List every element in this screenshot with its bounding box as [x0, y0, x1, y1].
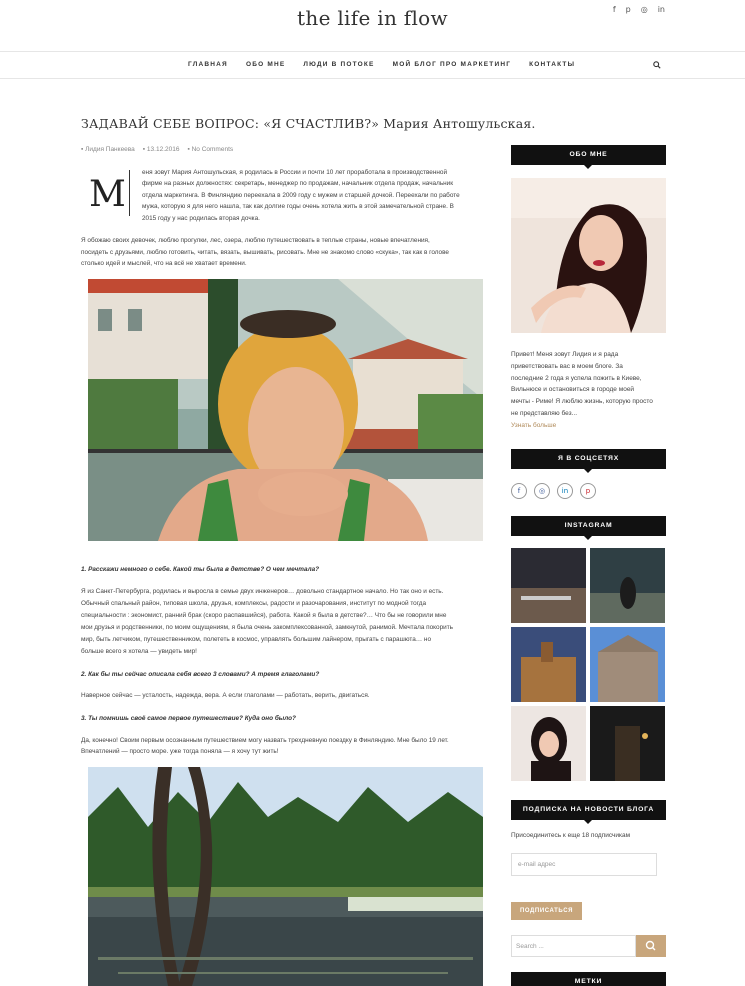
widget-title-instagram: INSTAGRAM [511, 516, 666, 536]
question-heading: 2. Как бы ты сейчас описала себя всего 3 словами? А тремя глаголами? [81, 671, 320, 678]
nav-item-people[interactable]: ЛЮДИ В ПОТОКЕ [303, 61, 375, 68]
question-heading: 3. Ты помнишь своё самое первое путешествие? Куда оно было? [81, 715, 296, 722]
search-icon [636, 935, 666, 957]
widget-title-about: ОБО МНЕ [511, 145, 666, 165]
post-photo-lake [88, 767, 483, 986]
widget-title-tags: МЕТКИ [511, 972, 666, 986]
answer-line: Впечатлений — просто море. уже тогда поняла — я хочу тут жить! [81, 748, 279, 755]
site-title[interactable]: the life in flow [297, 6, 448, 30]
email-field[interactable]: e-mail адрес [511, 853, 657, 876]
post-author[interactable]: ▪ Лидия Панкеева [81, 146, 135, 153]
facebook-icon[interactable]: f [612, 5, 616, 14]
paragraph-line: Я обожаю своих девочек, люблю прогулки, лес, озера, люблю путешествовать в теплые страны, новые впечатления, [81, 237, 430, 244]
intro-line: 2015 году у нас родилась вторая дочка. [142, 215, 260, 222]
answer-line: Наверное сейчас — усталость, надежда, вера. А если глаголами — работать, верить, двигаться. [81, 692, 370, 699]
instagram-photo[interactable] [511, 706, 586, 781]
intro-line: отдела маркетинга. В Финляндию переехала в 2009 году с мужем и старшей дочкой. Переехали по работе [142, 192, 460, 199]
subscribe-text: Присоединитесь к еще 18 подписчикам [511, 832, 631, 839]
header-social-links [613, 5, 665, 14]
nav-item-marketing-blog[interactable]: МОЙ БЛОГ ПРО МАРКЕТИНГ [392, 61, 512, 68]
instagram-photo[interactable] [511, 627, 586, 702]
answer-line: мои друзья и родственники, по моим ощущениям, я была очень закомплексованной, замкнутой, ранимой. Мечтала покорить [81, 624, 453, 631]
about-text: Привет! Меня зовут Лидия и я рада приветствовать вас в моем блоге. За последние 2 года я успела пожить в Киеве, Вильнюсе и остановиться в городе моей мечты - Риме! Я люблю жизнь, которую просто не представляю без... [511, 351, 653, 417]
post-title[interactable]: ЗАДАВАЙ СЕБЕ ВОПРОС: «Я СЧАСТЛИВ?» Мария Антошульская. [81, 116, 536, 131]
dropcap-divider [129, 170, 130, 216]
post-meta [81, 146, 233, 153]
answer-line: Да, конечно! Своим первым осознанным путешествием могу назвать трехдневную поездку в Финляндию. Мне было 19 лет. [81, 737, 449, 744]
nav-item-home[interactable]: ГЛАВНАЯ [188, 61, 228, 68]
search-input[interactable]: Search ... [511, 935, 636, 957]
pinterest-icon[interactable]: p [625, 5, 631, 14]
answer-line: Я из Санкт-Петербурга, родилась и выросла в семье двух инженеров… довольно стандартное начало. Но так оно и есть. [81, 588, 444, 595]
main-nav [0, 53, 745, 79]
post-comments[interactable]: ▪ No Comments [187, 146, 234, 153]
search-button[interactable] [636, 935, 666, 957]
instagram-photo[interactable] [590, 706, 665, 781]
search-icon[interactable] [653, 61, 661, 69]
linkedin-icon[interactable]: in [557, 483, 573, 499]
instagram-photo[interactable] [511, 548, 586, 623]
sidebar-social-links [511, 483, 596, 499]
intro-line: мужа, которую я для него нашла, так как долгие годы очень хотела жить в этой замечательной стране. В [142, 203, 454, 210]
facebook-icon[interactable]: f [511, 483, 527, 499]
site-header [0, 0, 745, 52]
answer-line: специальности : экономист, ранний брак (скоро распавшийся), работа. Какой я была в детстве?… Что бы не говорили мне [81, 612, 447, 619]
pinterest-icon[interactable]: p [580, 483, 596, 499]
instagram-icon[interactable]: ◎ [640, 5, 648, 14]
about-read-more-link[interactable]: Узнать больше [511, 422, 557, 429]
instagram-icon[interactable]: ◎ [534, 483, 550, 499]
nav-item-contacts[interactable]: КОНТАКТЫ [529, 61, 576, 68]
instagram-grid [511, 548, 666, 781]
answer-line: больше всего я хотела — увидеть мир! [81, 648, 197, 655]
linkedin-icon[interactable]: in [657, 5, 665, 14]
widget-title-social: Я В СОЦСЕТЯХ [511, 449, 666, 469]
paragraph-line: посидеть с друзьями, люблю готовить, читать, вязать, вышивать, рисовать. Мне не знакомо слово «скука», так как в голове [81, 249, 449, 256]
subscribe-button[interactable]: ПОДПИСАТЬСЯ [511, 902, 582, 920]
instagram-photo[interactable] [590, 548, 665, 623]
nav-item-about[interactable]: ОБО МНЕ [245, 61, 286, 68]
intro-line: еня зовут Мария Антошульская, я родилась в России и почти 10 лет проработала в производственной [142, 169, 448, 176]
intro-line: фирме на разных должностях: секретарь, менеджер по продажам, начальник отдела продаж, начальник [142, 180, 454, 187]
instagram-photo[interactable] [590, 627, 665, 702]
paragraph-line: столько идей и мыслей, что на всё не хватает времени. [81, 260, 247, 267]
post-date: ▪ 13.12.2016 [142, 146, 180, 153]
post-photo-portrait [88, 279, 483, 541]
answer-line: мир, быть летчиком, путешественником, полететь в космос, управлять большим лайнером, прыгать с парашюта… но [81, 636, 432, 643]
author-photo [511, 178, 666, 333]
dropcap: М [81, 168, 131, 216]
widget-title-subscribe: ПОДПИСКА НА НОВОСТИ БЛОГА [511, 800, 666, 820]
answer-line: Обычный спальный район, типовая школа, друзья, комплексы, радости и разочарования, институт по модной тогда [81, 600, 427, 607]
question-heading: 1. Расскажи немного о себе. Какой ты была в детстве? О чем мечтала? [81, 566, 320, 573]
